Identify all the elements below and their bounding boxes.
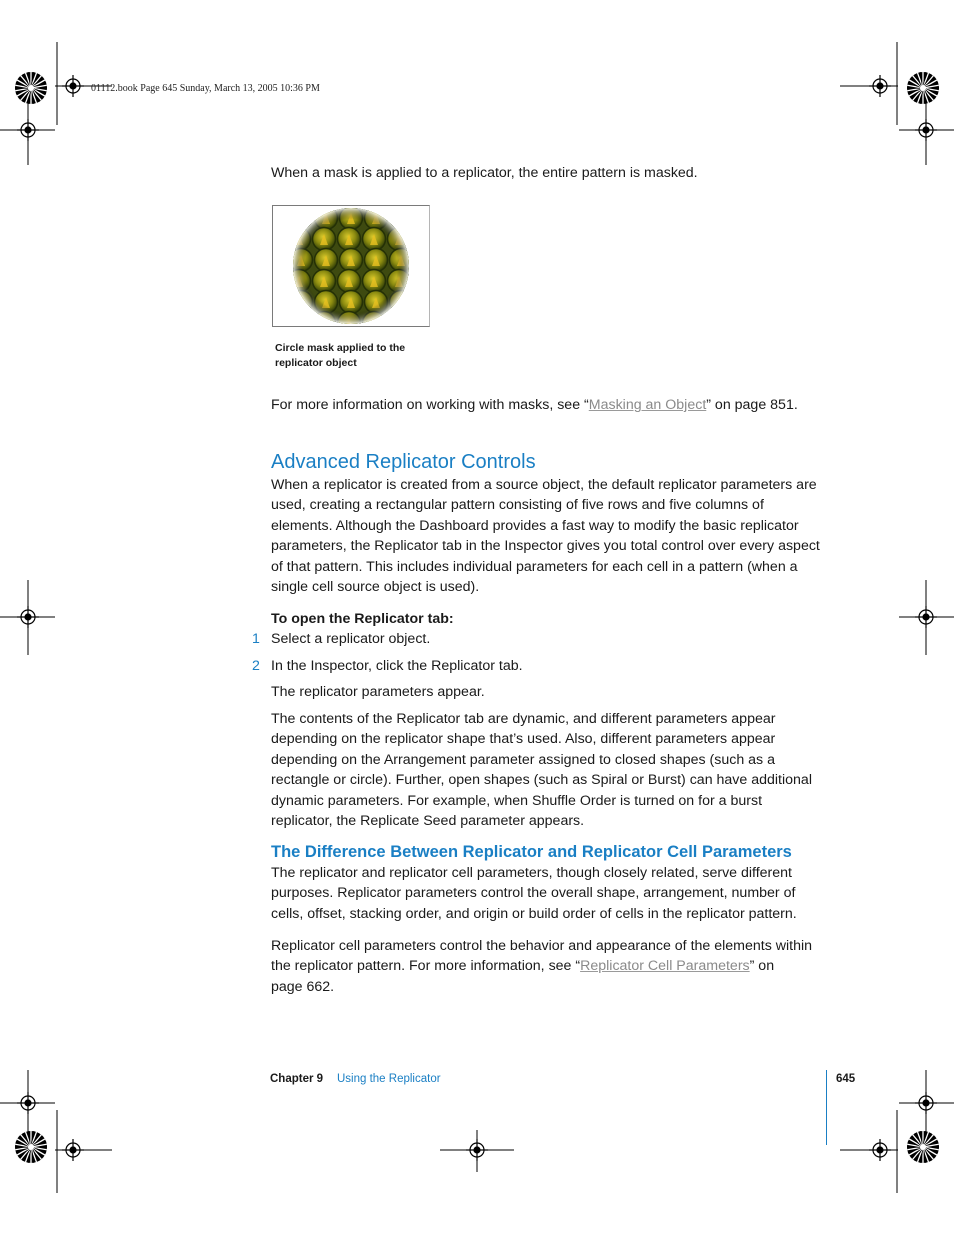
registration-wheel xyxy=(15,1131,47,1163)
step-text: Select a replicator object. xyxy=(271,631,431,647)
paragraph-line: rectangle or circle). Further, open shapes (such as Spiral or Burst) can have additional xyxy=(271,772,812,789)
more-info-masks xyxy=(271,395,798,415)
step-number: 2 xyxy=(252,658,260,674)
paragraph-line: depending on the Arrangement parameter assigned to closed shapes (such as a xyxy=(271,751,775,768)
paragraph-line: When a replicator is created from a source object, the default replicator parameters are xyxy=(271,477,817,493)
paragraph-line: page 662. xyxy=(271,978,335,995)
paragraph-line: depending on the replicator shape that’s used. Also, different parameters appear xyxy=(271,731,776,748)
figure-caption-line: Circle mask applied to the xyxy=(275,342,406,354)
step-result: The replicator parameters appear. xyxy=(271,684,485,700)
paragraph-line: used, creating a rectangular pattern consisting of five rows and five columns of xyxy=(271,497,764,514)
replicator-cell-parameters-link[interactable]: Replicator Cell Parameters xyxy=(580,958,750,975)
paragraph-line: Replicator cell parameters control the behavior and appearance of the elements within xyxy=(271,938,813,954)
replicator-cell xyxy=(288,312,311,327)
difference-paragraph xyxy=(271,863,797,924)
paragraph-line: parameters, the Replicator tab in the Inspector gives you total control over every aspect xyxy=(271,538,820,555)
section-heading-advanced-controls: Advanced Replicator Controls xyxy=(271,451,536,473)
page-number: 645 xyxy=(836,1073,856,1085)
task-heading: To open the Replicator tab: xyxy=(271,611,454,627)
footer-chapter-title: Using the Replicator xyxy=(337,1073,441,1085)
more-info-suffix: ” on page 851. xyxy=(706,397,798,413)
replicator-cell xyxy=(413,228,430,251)
figure-circle-mask xyxy=(272,205,430,327)
masking-an-object-link[interactable]: Masking an Object xyxy=(588,397,707,413)
figure-caption-line: replicator object xyxy=(275,357,357,369)
book-page-info: 01112.book Page 645 Sunday, March 13, 2005 10:36 PM xyxy=(91,83,320,94)
step-text: In the Inspector, click the Replicator tab. xyxy=(271,658,523,674)
replicator-cell xyxy=(413,312,430,327)
advanced-controls-paragraph xyxy=(271,475,820,597)
paragraph-line: elements. Although the Dashboard provides a fast way to modify the basic replicator xyxy=(271,517,799,534)
footer-divider xyxy=(826,1070,827,1145)
paragraph-line: The contents of the Replicator tab are dynamic, and different parameters appear xyxy=(271,711,776,727)
mask-intro-sentence: When a mask is applied to a replicator, the entire pattern is masked. xyxy=(271,165,698,181)
section-heading-difference: The Difference Between Replicator and Replicator Cell Parameters xyxy=(271,843,792,861)
replicator-cell xyxy=(415,207,430,230)
replicator-cell xyxy=(415,249,430,272)
paragraph-line: cells, offset, stacking order, and origin or build order of cells in the replicator pattern. xyxy=(271,905,797,922)
replicator-cell xyxy=(415,291,430,314)
paragraph-line: replicator, the Replicate Seed parameter appears. xyxy=(271,813,585,830)
more-info-prefix: For more information on working with masks, see “ xyxy=(271,397,589,413)
masked-replicator-image xyxy=(273,206,429,326)
paragraph-line: of that pattern. This includes individual parameters for each cell in a pattern (when a xyxy=(271,558,798,575)
paragraph-line: purposes. Replicator parameters control the overall shape, arrangement, number of xyxy=(271,885,796,902)
paragraph-line: single cell source object is used). xyxy=(271,579,480,596)
registration-wheel xyxy=(907,1131,939,1163)
paragraph-line: dynamic parameters. For example, when Shuffle Order is turned on for a burst xyxy=(271,792,763,809)
registration-wheel xyxy=(15,72,47,104)
paragraph-line xyxy=(271,956,812,976)
cell-parameters-paragraph xyxy=(271,936,812,997)
replicator-cell xyxy=(413,270,430,293)
paragraph-text: ” on xyxy=(749,958,775,975)
registration-wheel xyxy=(907,72,939,104)
step-number: 1 xyxy=(252,631,260,647)
paragraph-text: the replicator pattern. For more information, see “ xyxy=(271,958,581,975)
replicator-tab-contents-paragraph xyxy=(271,709,812,831)
replicator-cell xyxy=(388,312,411,327)
paragraph-line: The replicator and replicator cell parameters, though closely related, serve different xyxy=(271,865,793,881)
footer-chapter-label: Chapter 9 xyxy=(270,1073,324,1085)
figure-caption xyxy=(275,341,405,371)
